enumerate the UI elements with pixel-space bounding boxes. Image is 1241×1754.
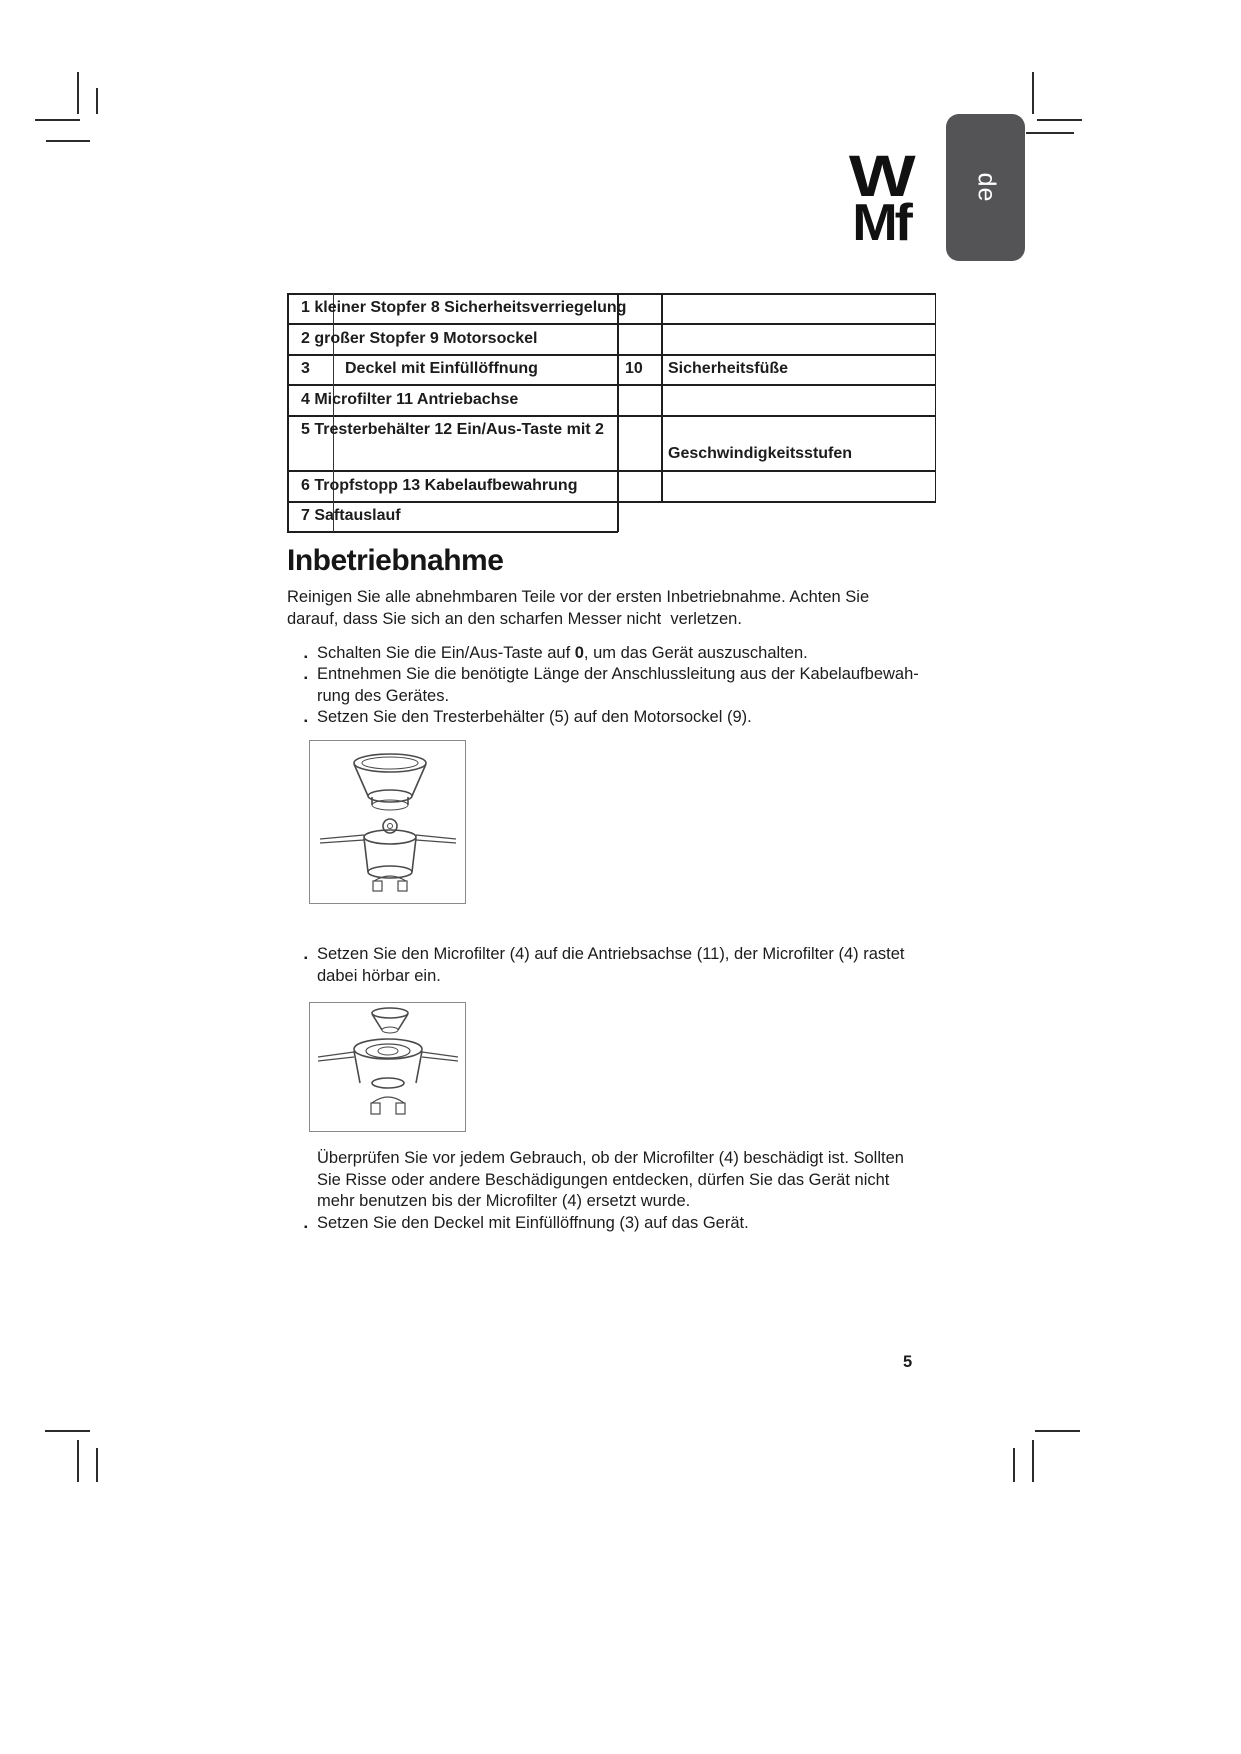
crop-mark [46, 140, 90, 142]
juicer-pulp-container-diagram [309, 740, 466, 904]
crop-mark [1026, 132, 1074, 134]
list-item [304, 1213, 749, 1235]
table-cell-row2: 2 großer Stopfer 9 Motorsockel [301, 330, 538, 347]
note-line-2: Sie Risse oder andere Beschädigungen entdecken, dürfen Sie das Gerät nicht [317, 1170, 890, 1189]
parts-table [287, 293, 936, 532]
table-cell-row3-right: Sicherheitsfüße [668, 360, 789, 377]
intro-line-1: Reinigen Sie alle abnehmbaren Teile vor der ersten Inbetriebnahme. Achten Sie [287, 588, 870, 606]
list-item-text: Schalten Sie die Ein/Aus-Taste auf 0, um das Gerät auszuschalten. [317, 644, 808, 662]
table-cell-row5-left: 5 Tresterbehälter 12 Ein/Aus-Taste mit 2 [301, 421, 604, 438]
crop-mark [77, 1440, 79, 1482]
note-line-1: Überprüfen Sie vor jedem Gebrauch, ob der Microfilter (4) beschädigt ist. Sollten [317, 1149, 904, 1167]
crop-mark [1032, 72, 1034, 114]
wmf-logo-w: W [848, 144, 914, 209]
bullet-icon: ▪ [304, 716, 308, 727]
note-line-3: mehr benutzen bis der Microfilter (4) ersetzt wurde. [317, 1192, 691, 1210]
table-cell-row3-num: 3 [301, 360, 310, 377]
bullet-icon: ▪ [304, 953, 308, 964]
table-cell-row7: 7 Saftauslauf [301, 507, 401, 524]
crop-mark [1035, 1430, 1080, 1432]
table-cell-row3-name: Deckel mit Einfüllöffnung [345, 360, 538, 377]
table-cell-row6: 6 Tropfstopp 13 Kabelaufbewahrung [301, 477, 578, 494]
language-tab [946, 114, 1025, 261]
table-border [287, 415, 936, 417]
page-number: 5 [903, 1353, 913, 1371]
list-item [304, 643, 808, 665]
note-paragraph [317, 1148, 967, 1213]
table-border [333, 293, 334, 532]
crop-mark [1037, 119, 1082, 121]
juicer-microfilter-diagram [309, 1002, 466, 1132]
table-border [287, 470, 936, 472]
table-cell-row4: 4 Microfilter 11 Antriebachse [301, 391, 519, 408]
crop-mark [1013, 1448, 1015, 1482]
crop-mark [35, 119, 80, 121]
table-border [287, 323, 936, 325]
bullet-icon: ▪ [304, 1222, 308, 1233]
table-border [287, 293, 936, 295]
crop-mark [96, 1448, 98, 1482]
bullet-icon: ▪ [304, 673, 308, 684]
list-item [304, 664, 919, 707]
table-cell-row5-right: Geschwindigkeitsstufen [668, 445, 853, 462]
table-border [287, 293, 289, 532]
list-item [304, 707, 752, 729]
table-cell-row1: 1 kleiner Stopfer 8 Sicherheitsverriegelung [301, 299, 627, 316]
crop-mark [45, 1430, 90, 1432]
bullet-icon: ▪ [304, 652, 308, 663]
wmf-logo [843, 144, 919, 252]
list-item-text: Setzen Sie den Microfilter (4) auf die Antriebsachse (11), der Microfilter (4) rastet dabei hörbar ein. [317, 945, 905, 985]
intro-paragraph [287, 586, 967, 630]
list-item-text: Setzen Sie den Tresterbehälter (5) auf den Motorsockel (9). [317, 708, 752, 726]
list-item [304, 944, 905, 987]
language-tab-label: de [972, 172, 1000, 203]
table-border [617, 293, 619, 532]
crop-mark [77, 72, 79, 114]
table-border [287, 354, 936, 356]
table-cell-row3-mid: 10 [625, 360, 643, 377]
list-item-text: Entnehmen Sie die benötigte Länge der Anschlussleitung aus der Kabelaufbewah- rung des Gerätes. [317, 665, 919, 705]
table-border [287, 384, 936, 386]
table-border [287, 501, 936, 503]
intro-line-2: darauf, dass Sie sich an den scharfen Messer nicht verletzen. [287, 610, 742, 628]
page-title: Inbetriebnahme [287, 544, 504, 577]
wmf-logo-mf: Mf [852, 194, 910, 252]
table-border [935, 293, 937, 501]
crop-mark [96, 88, 98, 114]
crop-mark [1032, 1440, 1034, 1482]
list-item-text: Setzen Sie den Deckel mit Einfüllöffnung (3) auf das Gerät. [317, 1214, 749, 1232]
table-border [287, 531, 618, 533]
table-border [661, 293, 663, 501]
